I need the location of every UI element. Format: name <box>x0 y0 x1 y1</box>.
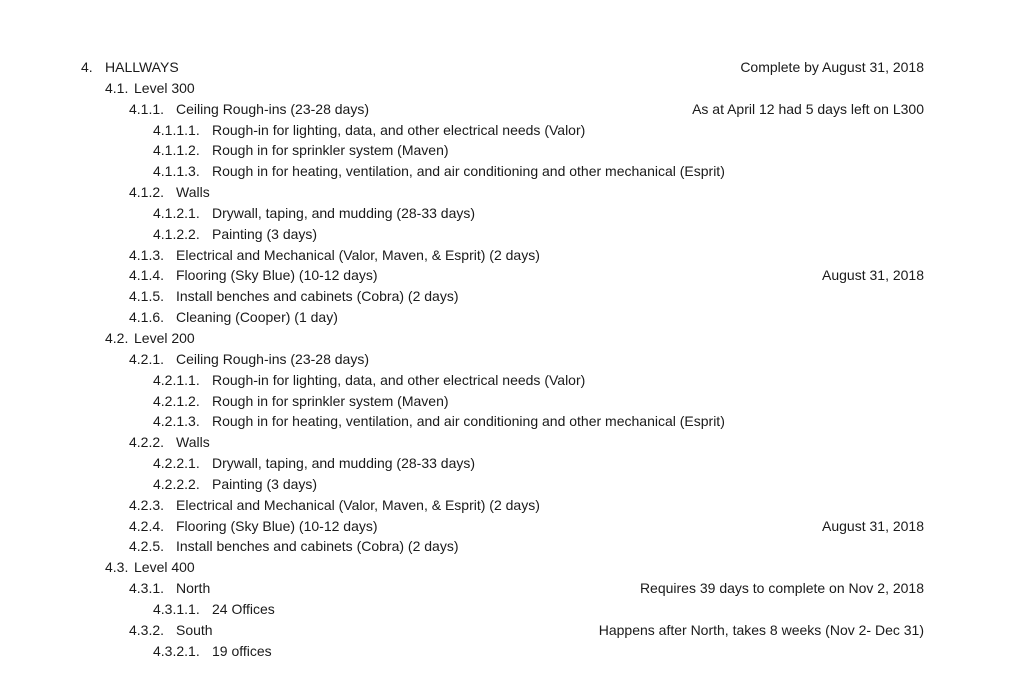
outline-text: South <box>176 621 213 638</box>
outline-item <box>0 182 1018 203</box>
outline-number: 4.1.6. <box>129 309 165 326</box>
outline-text: Rough in for heating, ventilation, and air conditioning and other mechanical (Esprit) <box>212 163 725 180</box>
outline-item <box>0 411 1018 432</box>
outline-item <box>0 432 1018 453</box>
outline-item <box>0 641 1018 662</box>
outline-text: Install benches and cabinets (Cobra) (2 days) <box>176 288 459 305</box>
outline-item <box>0 140 1018 161</box>
outline-text: Ceiling Rough-ins (23-28 days) <box>176 100 369 117</box>
outline-text: Electrical and Mechanical (Valor, Maven, & Esprit) (2 days) <box>176 246 540 263</box>
outline-number: 4.2.4. <box>129 517 165 534</box>
outline-item <box>0 245 1018 266</box>
outline-number: 4.1.1. <box>129 100 165 117</box>
outline-text: Level 400 <box>134 559 195 576</box>
outline-item <box>0 495 1018 516</box>
outline-item <box>0 620 1018 641</box>
outline-text: Rough in for sprinkler system (Maven) <box>212 392 449 409</box>
outline-number: 4. <box>81 59 93 75</box>
outline-item <box>0 599 1018 620</box>
outline-text: Rough in for sprinkler system (Maven) <box>212 142 449 159</box>
outline-item <box>0 453 1018 474</box>
outline-number: 4.2.1.3. <box>153 413 200 430</box>
outline-number: 4.2.1.2. <box>153 392 200 409</box>
outline-text: Level 200 <box>134 329 195 346</box>
outline-number: 4.3. <box>105 559 129 576</box>
outline-text: Flooring (Sky Blue) (10-12 days) <box>176 517 378 534</box>
outline-text: North <box>176 580 211 597</box>
outline-item <box>0 516 1018 537</box>
outline-note: August 31, 2018 <box>822 267 924 284</box>
outline-note: Requires 39 days to complete on Nov 2, 2018 <box>639 580 924 597</box>
outline-number: 4.2.1. <box>129 350 165 367</box>
outline-number: 4.1.2.1. <box>153 204 200 221</box>
outline-item <box>0 203 1018 224</box>
outline-number: 4.1.1.3. <box>153 163 200 180</box>
outline-number: 4.2.1.1. <box>153 371 200 388</box>
outline-item <box>0 328 1018 349</box>
outline-text: Drywall, taping, and mudding (28-33 days) <box>212 455 476 472</box>
outline-number: 4.2.5. <box>129 538 165 555</box>
outline-text: Rough-in for lighting, data, and other electrical needs (Valor) <box>212 121 586 138</box>
outline-number: 4.1.4. <box>129 267 165 284</box>
outline-number: 4.3.1. <box>129 580 165 597</box>
outline-number: 4.3.2. <box>129 621 165 638</box>
outline-number: 4.1.2. <box>129 184 165 201</box>
outline-number: 4.2.2. <box>129 434 165 451</box>
outline-item <box>0 161 1018 182</box>
outline-number: 4.2. <box>105 329 129 346</box>
outline-item <box>0 265 1018 286</box>
outline-item <box>0 78 1018 99</box>
outline-text: 19 offices <box>212 642 272 659</box>
outline-item <box>0 557 1018 578</box>
outline-note: August 31, 2018 <box>822 517 924 534</box>
outline-text: Cleaning (Cooper) (1 day) <box>176 309 338 326</box>
outline-number: 4.1. <box>105 79 129 96</box>
outline-number: 4.2.3. <box>129 496 165 513</box>
outline-item <box>0 536 1018 557</box>
outline-text: 24 Offices <box>212 600 275 617</box>
outline-item <box>0 349 1018 370</box>
outline-item <box>0 307 1018 328</box>
outline-item <box>0 120 1018 141</box>
outline-number: 4.3.2.1. <box>153 642 200 659</box>
outline-item <box>0 370 1018 391</box>
outline-text: Flooring (Sky Blue) (10-12 days) <box>176 267 378 284</box>
outline-item <box>0 224 1018 245</box>
outline-number: 4.1.3. <box>129 246 165 263</box>
outline-number: 4.2.2.2. <box>153 475 200 492</box>
outline-number: 4.1.2.2. <box>153 225 200 242</box>
outline-text: Install benches and cabinets (Cobra) (2 days) <box>176 538 459 555</box>
outline-note: Happens after North, takes 8 weeks (Nov 2- Dec 31) <box>598 621 924 638</box>
outline-text: Walls <box>176 434 210 451</box>
document-outline <box>0 57 1018 661</box>
outline-item <box>0 578 1018 599</box>
outline-text: Walls <box>176 184 210 201</box>
outline-text: Painting (3 days) <box>212 225 318 242</box>
outline-number: 4.1.1.2. <box>153 142 200 159</box>
outline-item <box>0 99 1018 120</box>
outline-text: Level 300 <box>134 79 195 96</box>
outline-item <box>0 474 1018 495</box>
outline-item <box>0 391 1018 412</box>
outline-text: Drywall, taping, and mudding (28-33 days) <box>212 204 476 221</box>
outline-text: Painting (3 days) <box>212 475 318 492</box>
outline-item <box>0 57 1018 78</box>
outline-text: HALLWAYS <box>105 59 179 75</box>
outline-item <box>0 286 1018 307</box>
outline-number: 4.2.2.1. <box>153 455 200 472</box>
outline-note: Complete by August 31, 2018 <box>740 59 924 75</box>
outline-number: 4.3.1.1. <box>153 600 200 617</box>
outline-note: As at April 12 had 5 days left on L300 <box>692 100 924 117</box>
outline-text: Rough-in for lighting, data, and other electrical needs (Valor) <box>212 371 586 388</box>
outline-text: Electrical and Mechanical (Valor, Maven, & Esprit) (2 days) <box>176 496 540 513</box>
outline-number: 4.1.5. <box>129 288 165 305</box>
outline-number: 4.1.1.1. <box>153 121 200 138</box>
outline-text: Rough in for heating, ventilation, and air conditioning and other mechanical (Esprit) <box>212 413 725 430</box>
outline-text: Ceiling Rough-ins (23-28 days) <box>176 350 369 367</box>
